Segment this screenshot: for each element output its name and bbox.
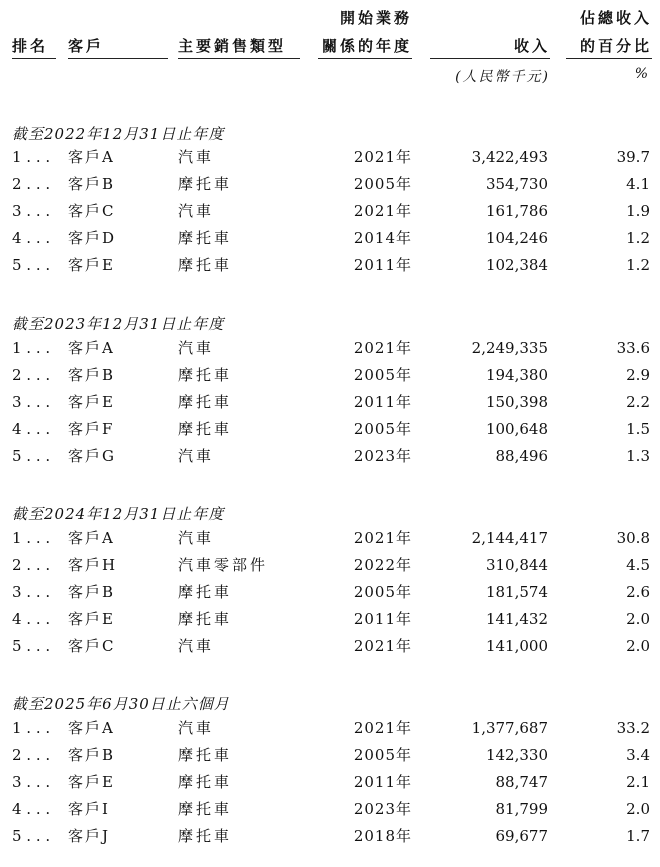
- rank-cell: 4 . . .: [12, 229, 51, 247]
- customer-cell: 客戶A: [68, 529, 115, 547]
- table-row: [0, 715, 660, 742]
- table-row: [0, 225, 660, 252]
- table-row: [0, 144, 660, 171]
- pct-cell: 1.7: [626, 827, 650, 845]
- rank-cell: 3 . . .: [12, 583, 51, 601]
- year-cell: 2021年: [353, 637, 412, 655]
- year-cell: 2005年: [353, 583, 412, 601]
- pct-cell: 2.9: [626, 366, 650, 384]
- table-row: [0, 633, 660, 660]
- table-row: [0, 252, 660, 279]
- table-row: [0, 606, 660, 633]
- pct-cell: 1.9: [626, 202, 650, 220]
- revenue-cell: 141,432: [485, 610, 548, 628]
- pct-cell: 30.8: [616, 529, 650, 547]
- rank-cell: 4 . . .: [12, 420, 51, 438]
- section-title: 截至2023年12月31日止年度: [12, 315, 225, 333]
- pct-cell: 33.2: [616, 719, 650, 737]
- rank-cell: 3 . . .: [12, 393, 51, 411]
- header-rule-rank: [12, 58, 56, 59]
- sales-type-cell: 汽車: [178, 637, 215, 655]
- pct-cell: 2.0: [626, 800, 650, 818]
- customer-cell: 客戶D: [68, 229, 117, 247]
- pct-cell: 1.3: [626, 447, 650, 465]
- revenue-cell: 104,246: [485, 229, 548, 247]
- revenue-cell: 181,574: [485, 583, 548, 601]
- customer-cell: 客戶B: [68, 746, 116, 764]
- unit-revenue: (人民幣千元): [455, 69, 550, 85]
- table-row: [0, 742, 660, 769]
- table-row: [0, 796, 660, 823]
- year-cell: 2022年: [353, 556, 412, 574]
- year-cell: 2011年: [353, 256, 412, 274]
- header-rule-sales-type: [178, 58, 300, 59]
- rank-cell: 1 . . .: [12, 339, 51, 357]
- rank-cell: 2 . . .: [12, 746, 51, 764]
- table-row: [0, 552, 660, 579]
- sales-type-cell: 摩托車: [178, 420, 233, 438]
- header-pct-line1: 佔總收入: [579, 9, 652, 27]
- customer-cell: 客戶A: [68, 339, 115, 357]
- pct-cell: 2.6: [626, 583, 650, 601]
- rank-cell: 5 . . .: [12, 256, 51, 274]
- customer-cell: 客戶C: [68, 637, 116, 655]
- sales-type-cell: 摩托車: [178, 746, 233, 764]
- customer-cell: 客戶J: [68, 827, 111, 845]
- rank-cell: 4 . . .: [12, 800, 51, 818]
- header-rule-pct: [566, 58, 652, 59]
- rank-cell: 5 . . .: [12, 447, 51, 465]
- sales-type-cell: 摩托車: [178, 393, 233, 411]
- rank-cell: 4 . . .: [12, 610, 51, 628]
- revenue-cell: 2,144,417: [471, 529, 548, 547]
- year-cell: 2023年: [353, 447, 412, 465]
- year-cell: 2021年: [353, 202, 412, 220]
- customer-cell: 客戶E: [68, 256, 115, 274]
- revenue-cell: 1,377,687: [471, 719, 548, 737]
- section-title: 截至2025年6月30日止六個月: [12, 695, 230, 713]
- revenue-cell: 310,844: [485, 556, 548, 574]
- unit-pct: %: [634, 66, 650, 82]
- table-row: [0, 416, 660, 443]
- customer-cell: 客戶A: [68, 148, 115, 166]
- section-title: 截至2022年12月31日止年度: [12, 125, 225, 143]
- revenue-cell: 100,648: [485, 420, 548, 438]
- header-rule-revenue: [430, 58, 550, 59]
- header-revenue: 收入: [513, 37, 550, 55]
- rank-cell: 1 . . .: [12, 529, 51, 547]
- pct-cell: 3.4: [626, 746, 650, 764]
- header-rule-year: [318, 58, 412, 59]
- revenue-cell: 142,330: [485, 746, 548, 764]
- sales-type-cell: 摩托車: [178, 610, 233, 628]
- customer-cell: 客戶B: [68, 366, 116, 384]
- revenue-cell: 69,677: [495, 827, 548, 845]
- year-cell: 2018年: [353, 827, 412, 845]
- rank-cell: 3 . . .: [12, 773, 51, 791]
- year-cell: 2021年: [353, 339, 412, 357]
- year-cell: 2021年: [353, 719, 412, 737]
- rank-cell: 1 . . .: [12, 148, 51, 166]
- year-cell: 2011年: [353, 773, 412, 791]
- year-cell: 2021年: [353, 529, 412, 547]
- rank-cell: 5 . . .: [12, 827, 51, 845]
- revenue-cell: 88,496: [495, 447, 548, 465]
- header-rank: 排名: [12, 37, 49, 55]
- table-row: [0, 579, 660, 606]
- pct-cell: 4.1: [626, 175, 650, 193]
- pct-cell: 39.7: [616, 148, 650, 166]
- year-cell: 2023年: [353, 800, 412, 818]
- pct-cell: 2.0: [626, 637, 650, 655]
- sales-type-cell: 摩托車: [178, 256, 233, 274]
- sales-type-cell: 摩托車: [178, 583, 233, 601]
- pct-cell: 33.6: [616, 339, 650, 357]
- year-cell: 2014年: [353, 229, 412, 247]
- customer-cell: 客戶F: [68, 420, 115, 438]
- sales-type-cell: 汽車: [178, 529, 215, 547]
- customer-cell: 客戶B: [68, 175, 116, 193]
- sales-type-cell: 汽車: [178, 339, 215, 357]
- revenue-cell: 2,249,335: [471, 339, 548, 357]
- year-cell: 2011年: [353, 393, 412, 411]
- sales-type-cell: 汽車: [178, 719, 215, 737]
- customer-cell: 客戶G: [68, 447, 116, 465]
- pct-cell: 4.5: [626, 556, 650, 574]
- table-row: [0, 171, 660, 198]
- sales-type-cell: 摩托車: [178, 229, 233, 247]
- pct-cell: 1.5: [626, 420, 650, 438]
- customer-cell: 客戶H: [68, 556, 118, 574]
- header-year-line2: 關係的年度: [321, 37, 412, 55]
- revenue-cell: 81,799: [495, 800, 548, 818]
- header-year-line1: 開始業務: [339, 9, 412, 27]
- year-cell: 2005年: [353, 420, 412, 438]
- sales-type-cell: 摩托車: [178, 773, 233, 791]
- year-cell: 2005年: [353, 175, 412, 193]
- rank-cell: 2 . . .: [12, 175, 51, 193]
- customer-cell: 客戶I: [68, 800, 110, 818]
- revenue-cell: 161,786: [485, 202, 548, 220]
- revenue-cell: 88,747: [495, 773, 548, 791]
- rank-cell: 5 . . .: [12, 637, 51, 655]
- customer-cell: 客戶C: [68, 202, 116, 220]
- sales-type-cell: 汽車零部件: [178, 556, 269, 574]
- header-sales-type: 主要銷售類型: [178, 37, 287, 55]
- table-row: [0, 335, 660, 362]
- revenue-cell: 150,398: [485, 393, 548, 411]
- revenue-cell: 194,380: [485, 366, 548, 384]
- customer-cell: 客戶E: [68, 393, 115, 411]
- sales-type-cell: 汽車: [178, 447, 215, 465]
- year-cell: 2021年: [353, 148, 412, 166]
- table-row: [0, 769, 660, 796]
- header-pct-line2: 的百分比: [579, 37, 652, 55]
- pct-cell: 1.2: [626, 256, 650, 274]
- table-row: [0, 823, 660, 850]
- customer-cell: 客戶B: [68, 583, 116, 601]
- revenue-cell: 102,384: [485, 256, 548, 274]
- revenue-cell: 3,422,493: [471, 148, 548, 166]
- pct-cell: 2.1: [626, 773, 650, 791]
- revenue-cell: 141,000: [485, 637, 548, 655]
- sales-type-cell: 摩托車: [178, 175, 233, 193]
- header-customer: 客戶: [68, 37, 105, 55]
- pct-cell: 1.2: [626, 229, 650, 247]
- table-row: [0, 443, 660, 470]
- table-row: [0, 525, 660, 552]
- year-cell: 2011年: [353, 610, 412, 628]
- year-cell: 2005年: [353, 366, 412, 384]
- sales-type-cell: 摩托車: [178, 366, 233, 384]
- rank-cell: 2 . . .: [12, 556, 51, 574]
- pct-cell: 2.2: [626, 393, 650, 411]
- revenue-cell: 354,730: [485, 175, 548, 193]
- customer-cell: 客戶E: [68, 773, 115, 791]
- table-row: [0, 198, 660, 225]
- sales-type-cell: 汽車: [178, 202, 215, 220]
- table-row: [0, 389, 660, 416]
- customer-cell: 客戶E: [68, 610, 115, 628]
- customer-cell: 客戶A: [68, 719, 115, 737]
- rank-cell: 3 . . .: [12, 202, 51, 220]
- sales-type-cell: 摩托車: [178, 800, 233, 818]
- rank-cell: 2 . . .: [12, 366, 51, 384]
- sales-type-cell: 汽車: [178, 148, 215, 166]
- table-row: [0, 362, 660, 389]
- year-cell: 2005年: [353, 746, 412, 764]
- pct-cell: 2.0: [626, 610, 650, 628]
- sales-type-cell: 摩托車: [178, 827, 233, 845]
- header-rule-customer: [68, 58, 168, 59]
- rank-cell: 1 . . .: [12, 719, 51, 737]
- section-title: 截至2024年12月31日止年度: [12, 505, 225, 523]
